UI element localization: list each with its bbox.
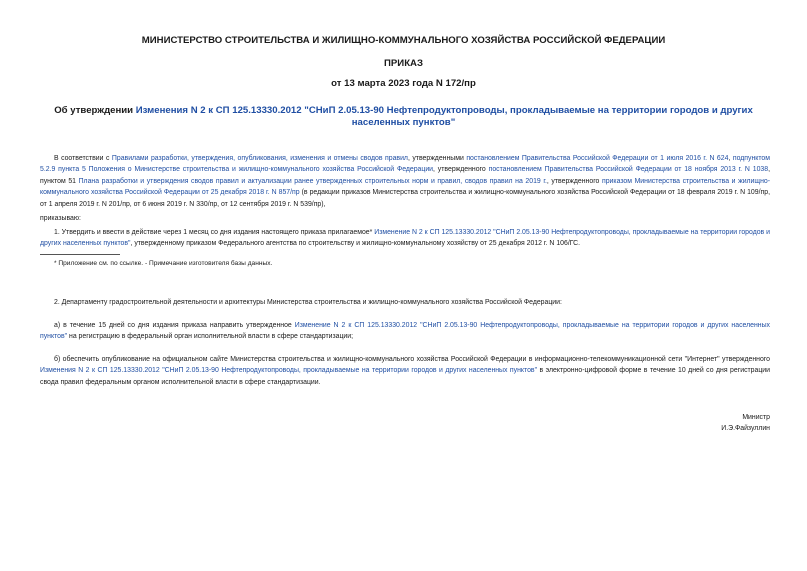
subject-link[interactable]: Изменения N 2 к СП 125.13330.2012 "СНиП 2.05.13-90 Нефтепродуктопроводы, прокладываемые на территории городов и других населенных пунктов" bbox=[135, 105, 753, 128]
link-rules[interactable]: Правилами разработки, утверждения, опубликования, изменения и отмены сводов правил bbox=[111, 155, 408, 162]
orders-label: приказываю: bbox=[40, 215, 81, 222]
text-span: , утвержденному приказом Федерального агентства по строительству и жилищно-коммунальному хозяйству от 25 декабря 2012 г. N 106/ГС. bbox=[130, 240, 581, 248]
ministry-heading: МИНИСТЕРСТВО СТРОИТЕЛЬСТВА И ЖИЛИЩНО-КОММУНАЛЬНОГО ХОЗЯЙСТВА РОССИЙСКОЙ ФЕДЕРАЦИИ bbox=[141, 35, 666, 46]
link-decree-1038[interactable]: постановлением Правительства Российской Федерации от 18 ноября 2013 г. N 1038 bbox=[488, 166, 769, 174]
link-amendment-2[interactable]: Изменение N 2 к СП 125.13330.2012 "СНиП 2.05.13-90 Нефтепродуктопроводы, прокладываемые на территории городов и других населенных пунктов" bbox=[40, 229, 770, 248]
signature-block bbox=[560, 412, 770, 434]
date-number: от 13 марта 2023 года N 172/пр bbox=[331, 78, 476, 89]
item-2: 2. Департаменту градостроительной деятельности и архитектуры Министерства строительства и жилищно-коммунального хозяйства Российской Федерации: bbox=[54, 299, 562, 306]
text-span: в электронно-цифровой форме в течение 10 дней со дня регистрации свода правил федеральным органом исполнительной власти в сфере стандартизации. bbox=[40, 367, 770, 386]
text-span: а) в течение 15 дней со дня издания приказа направить утвержденное bbox=[54, 322, 295, 329]
link-amendment-2[interactable]: Изменение N 2 к СП 125.13330.2012 "СНиП 2.05.13-90 Нефтепродуктопроводы, прокладываемые на территории городов и других населенных пунктов" bbox=[40, 322, 770, 341]
text-span: б) обеспечить опубликование на официальном сайте Министерства строительства и жилищно-коммунального хозяйства Российской Федерации в информационно-телекоммуникационной сети "Интернет" утвержденного bbox=[54, 356, 770, 363]
signature-title: Министр bbox=[742, 414, 770, 421]
text-span: , пунктом 51 bbox=[40, 166, 770, 185]
text-span: (в редакции приказов Министерства строительства и жилищно-коммунального хозяйства Российской Федерации от 18 февраля 2019 г. N 109/пр, от 1 апреля 2019 г. N 201/пр, от 6 июня 2019 г. N 330/пр, от 12 сентября 2019 г. N 539/пр), bbox=[40, 189, 770, 208]
doc-subject bbox=[40, 105, 767, 129]
doc-type-heading: ПРИКАЗ bbox=[384, 58, 423, 69]
link-plan-2019[interactable]: Плана разработки и утверждения сводов правил и актуализации ранее утвержденных строительных норм и правил, сводов правил на 2019 г. bbox=[78, 177, 547, 185]
link-decree-624[interactable]: постановлением Правительства Российской Федерации от 1 июля 2016 г. N 624 bbox=[466, 155, 729, 162]
signature-name: И.Э.Файзуллин bbox=[721, 425, 770, 432]
link-order-857[interactable]: приказом Министерства строительства и жилищно-коммунального хозяйства Российской Федерации от 25 декабря 2018 г. N 857/пр bbox=[40, 177, 771, 197]
subject-prefix: Об утверждении bbox=[54, 105, 136, 116]
text-span: В соответствии с bbox=[54, 155, 112, 162]
item-1 bbox=[40, 227, 770, 250]
footnote-divider bbox=[40, 254, 120, 255]
text-span: , утвержденными bbox=[407, 155, 467, 162]
item-2a bbox=[40, 320, 770, 343]
text-span: на регистрацию в федеральный орган исполнительной власти в сфере стандартизации; bbox=[67, 333, 354, 341]
footnote: * Приложение см. по ссылке. - Примечание изготовителя базы данных. bbox=[54, 260, 273, 267]
paragraph-basis bbox=[40, 153, 770, 210]
item-2b bbox=[40, 354, 770, 388]
text-span: 1. Утвердить и ввести в действие через 1 месяц со дня издания настоящего приказа прилагаемое* bbox=[54, 229, 375, 236]
link-regulation[interactable]: подпунктом 5.2.9 пункта 5 Положения о Министерстве строительства и жилищно-коммунального хозяйства Российской Федерации bbox=[40, 155, 770, 174]
link-amendment-2[interactable]: Изменения N 2 к СП 125.13330.2012 "СНиП 2.05.13-90 Нефтепродуктопроводы, прокладываемые на территории городов и других населенных пунктов" bbox=[40, 367, 538, 375]
text-span: , утвержденного bbox=[546, 177, 602, 185]
text-span: , утвержденного bbox=[433, 166, 489, 174]
text-span: , bbox=[728, 155, 733, 162]
